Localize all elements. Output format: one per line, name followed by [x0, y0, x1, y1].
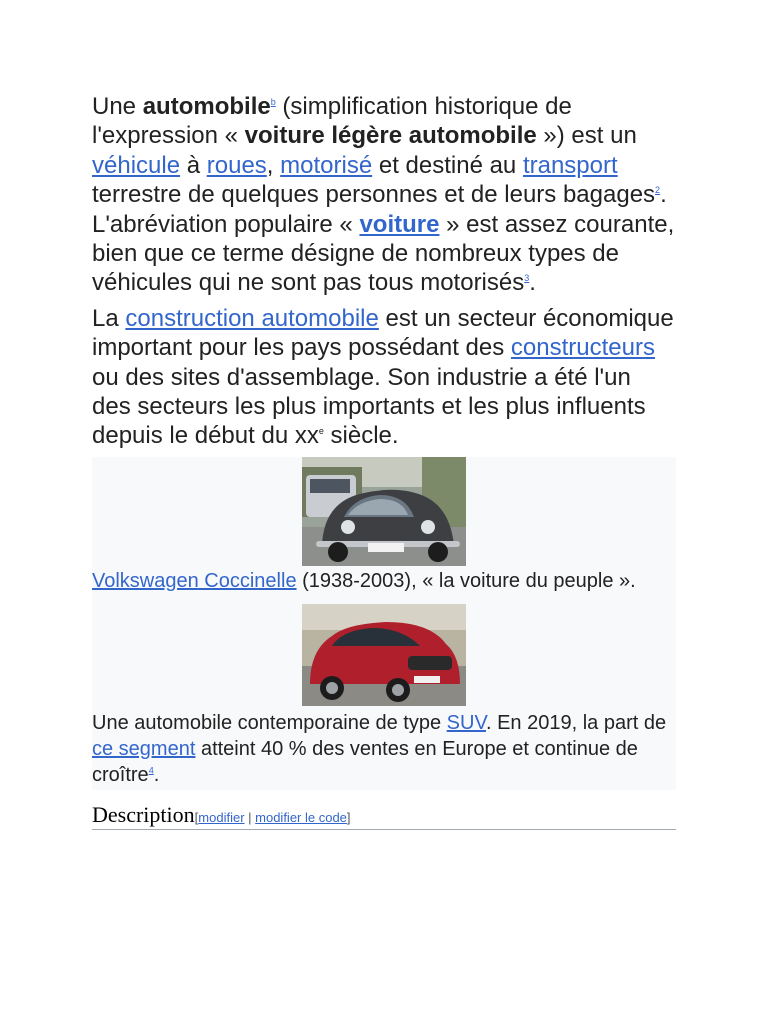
- text: » est assez courante, bien que ce terme désigne de nombreux types de véhicules qui ne sont pas tous motorisés: [92, 210, 675, 297]
- article-content: [92, 92, 676, 830]
- text: à: [180, 151, 207, 179]
- bold-term: voiture légère automobile: [244, 122, 537, 150]
- caption-text: atteint 40 % des ventes en Europe et continue de croître: [92, 737, 638, 786]
- text: Une: [92, 93, 143, 120]
- link-roues[interactable]: roues: [206, 151, 267, 179]
- text: ») est un: [536, 122, 637, 150]
- text: ou des sites d'assemblage. Son industrie a été l'un des secteurs les plus importants et les plus influents depuis le début du: [92, 363, 646, 450]
- footnote-link[interactable]: b: [270, 97, 276, 107]
- bracket: ]: [346, 809, 351, 825]
- link-motorise[interactable]: motorisé: [280, 151, 373, 179]
- text: siècle.: [323, 422, 399, 450]
- text: . L'abréviation populaire «: [92, 181, 667, 238]
- text: (simplification historique de l'expression «: [92, 93, 572, 150]
- link-vehicule[interactable]: véhicule: [92, 151, 181, 179]
- link-constructeurs[interactable]: constructeurs: [510, 334, 655, 362]
- caption-text: Une automobile contemporaine de type: [92, 711, 447, 734]
- bracket: [: [194, 809, 199, 825]
- link-suv[interactable]: SUV: [446, 711, 486, 734]
- caption-text: (1938-2003), « la voiture du peuple ».: [296, 569, 636, 592]
- edit-link[interactable]: modifier: [198, 809, 245, 825]
- link-construction-automobile[interactable]: construction automobile: [125, 304, 379, 332]
- caption-text: . En 2019, la part de: [485, 711, 667, 734]
- separator: |: [244, 809, 256, 825]
- century-numeral: xx: [294, 422, 319, 450]
- footnote-link[interactable]: 3: [524, 273, 530, 284]
- link-volkswagen-coccinelle[interactable]: Volkswagen Coccinelle: [92, 569, 297, 592]
- footnote-link[interactable]: 2: [655, 185, 661, 196]
- text: ,: [266, 151, 281, 179]
- text: est un secteur économique important pour les pays possédant des: [92, 304, 674, 362]
- bold-term: automobile: [142, 93, 271, 120]
- footnote-link[interactable]: 4: [148, 765, 154, 776]
- figure1-caption: [92, 566, 676, 604]
- section-title: Description: [92, 801, 195, 827]
- text: et destiné au: [372, 151, 523, 179]
- figure2-caption: [92, 706, 676, 788]
- link-voiture[interactable]: voiture: [359, 210, 440, 238]
- caption-text: .: [153, 763, 160, 786]
- industry-paragraph: [92, 304, 676, 451]
- figure-gallery: [92, 457, 676, 790]
- text: La: [92, 304, 126, 332]
- text: .: [529, 269, 536, 297]
- link-ce-segment[interactable]: ce segment: [92, 737, 196, 760]
- section-heading-description: [92, 802, 676, 830]
- link-transport[interactable]: transport: [522, 151, 618, 179]
- intro-paragraph: [92, 92, 676, 298]
- volkswagen-beetle-photo[interactable]: [302, 457, 466, 566]
- century-superscript: e: [318, 426, 324, 437]
- edit-source-link[interactable]: modifier le code: [255, 809, 347, 825]
- red-suv-photo[interactable]: [302, 604, 466, 706]
- edit-section-links: [195, 810, 351, 825]
- text: terrestre de quelques personnes et de leurs bagages: [92, 181, 656, 209]
